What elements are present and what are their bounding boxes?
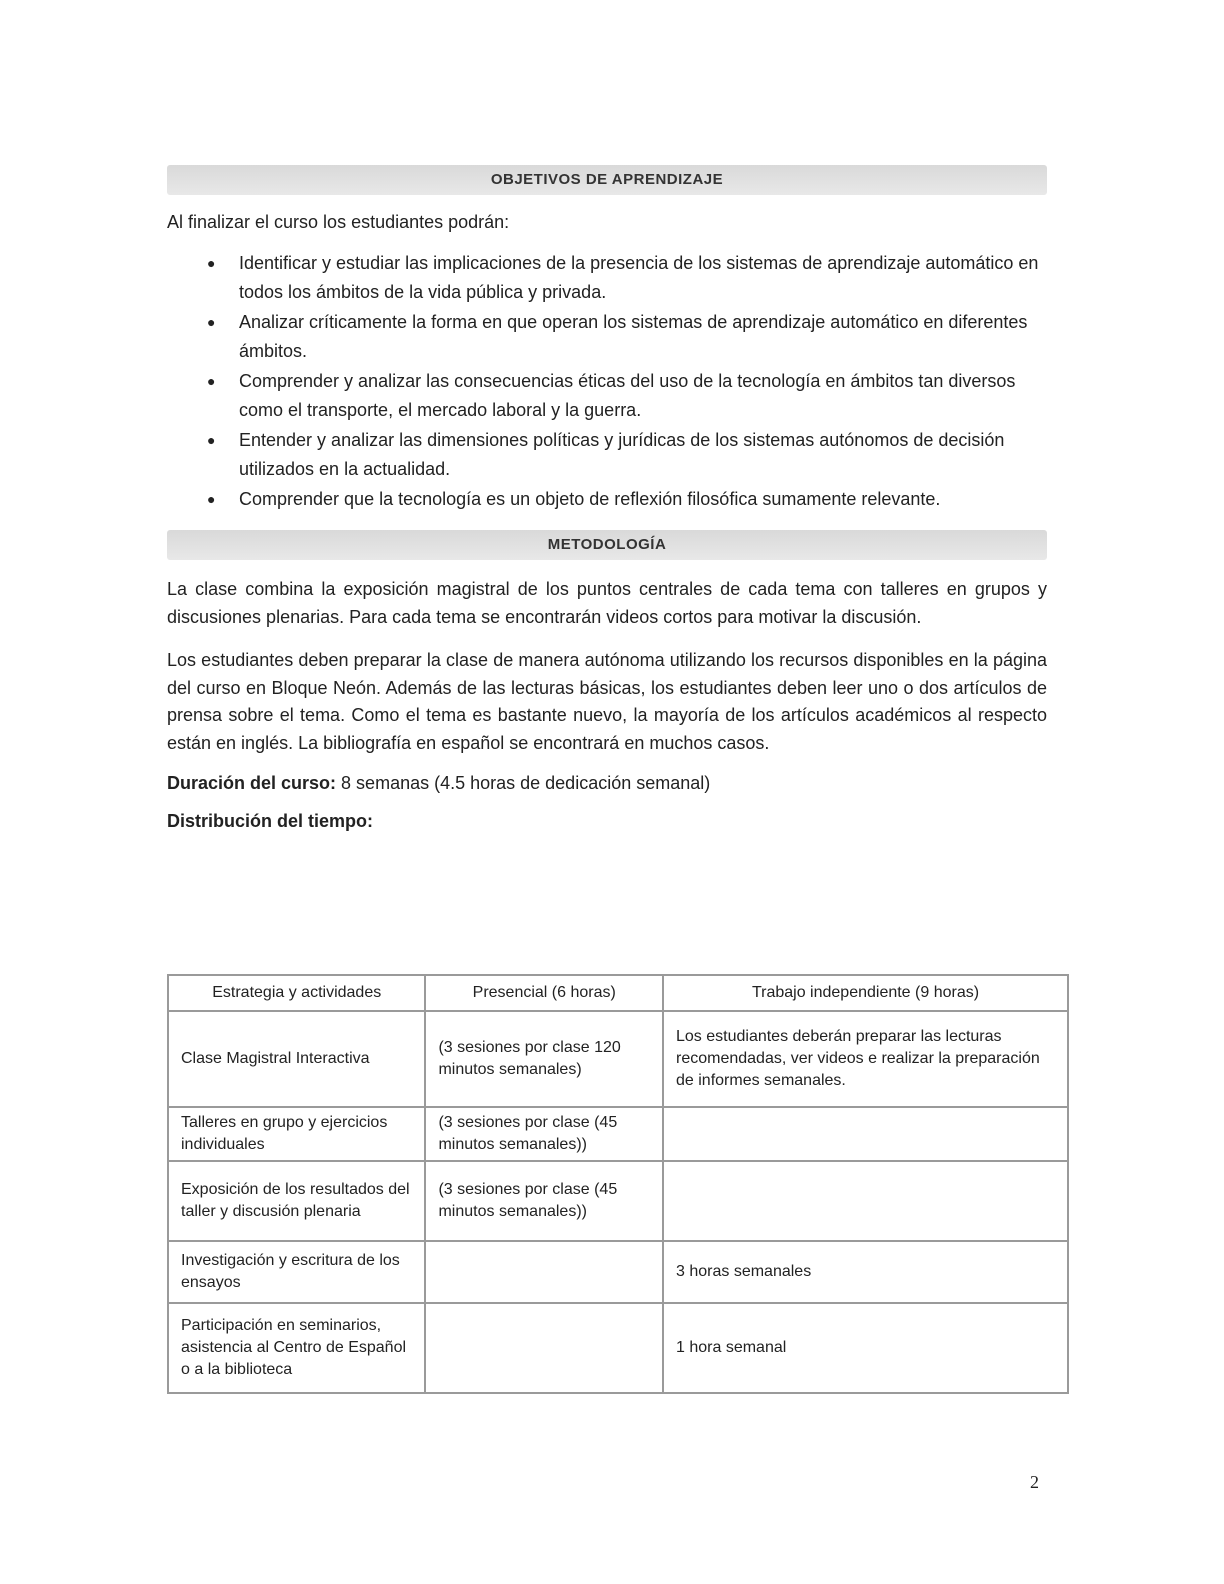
table-cell: Los estudiantes deberán preparar las lecturas recomendadas, ver videos e realizar la preparación de informes semanales.	[663, 1011, 1068, 1107]
bullet-icon: ●	[207, 432, 216, 448]
table-cell	[425, 1303, 663, 1393]
bullet-icon: ●	[207, 491, 216, 507]
objective-item: ● Entender y analizar las dimensiones políticas y jurídicas de los sistemas autónomos de decisión utilizados en la actualidad.	[239, 426, 1047, 484]
objective-item: ● Comprender que la tecnología es un objeto de reflexión filosófica sumamente relevante.	[239, 485, 1047, 514]
table-row	[168, 1241, 1068, 1303]
duration-label: Duración del curso:	[167, 773, 337, 793]
table-cell	[425, 1241, 663, 1303]
table-header-row	[168, 975, 1068, 1011]
duration-line	[167, 771, 1047, 795]
table-cell	[663, 1107, 1068, 1161]
duration-value: 8 semanas (4.5 horas de dedicación semanal)	[341, 773, 711, 793]
table-cell: Investigación y escritura de los ensayos	[168, 1241, 425, 1303]
methodology-paragraph-2: Los estudiantes deben preparar la clase de manera autónoma utilizando los recursos disponibles en la página del curso en Bloque Neón. Además de las lecturas básicas, los estudiantes deben leer uno o dos artículos de prensa sobre el tema. Como el tema es bastante nuevo, la mayoría de los artículos académicos al respecto están en inglés. La bibliografía en español se encontrará en muchos casos.	[167, 650, 1047, 753]
objective-item: ● Identificar y estudiar las implicaciones de la presencia de los sistemas de aprendizaje automático en todos los ámbitos de la vida pública y privada.	[239, 249, 1047, 307]
table-cell: 1 hora semanal	[663, 1303, 1068, 1393]
table-cell: 3 horas semanales	[663, 1241, 1068, 1303]
table-header-cell: Presencial (6 horas)	[425, 975, 663, 1011]
document-page	[167, 165, 1047, 847]
table-row	[168, 1011, 1068, 1107]
table-header-cell: Trabajo independiente (9 horas)	[663, 975, 1068, 1011]
objective-item: ● Comprender y analizar las consecuencias éticas del uso de la tecnología en ámbitos tan diversos como el transporte, el mercado laboral y la guerra.	[239, 367, 1047, 425]
table-cell: Talleres en grupo y ejercicios individuales	[168, 1107, 425, 1161]
methodology-header: METODOLOGÍA	[167, 530, 1047, 560]
bullet-icon: ●	[207, 255, 216, 271]
table-row	[168, 1161, 1068, 1241]
table-header-cell: Estrategia y actividades	[168, 975, 425, 1011]
objectives-list	[167, 249, 1047, 514]
methodology-paragraph-1: La clase combina la exposición magistral de los puntos centrales de cada tema con talleres en grupos y discusiones plenarias. Para cada tema se encontrarán videos cortos para motivar la discusión.	[167, 579, 1047, 627]
table-row	[168, 1107, 1068, 1161]
objectives-intro: Al finalizar el curso los estudiantes podrán:	[167, 212, 510, 232]
bullet-icon: ●	[207, 373, 216, 389]
bullet-icon: ●	[207, 314, 216, 330]
time-distribution-table	[167, 974, 1069, 1394]
distribution-line	[167, 809, 1047, 833]
objective-item: ● Analizar críticamente la forma en que operan los sistemas de aprendizaje automático en diferentes ámbitos.	[239, 308, 1047, 366]
page-number: 2	[1030, 1472, 1039, 1492]
table-cell: Clase Magistral Interactiva	[168, 1011, 425, 1107]
table-row	[168, 1303, 1068, 1393]
table-cell	[663, 1161, 1068, 1241]
distribution-label: Distribución del tiempo:	[167, 811, 374, 831]
objectives-header: OBJETIVOS DE APRENDIZAJE	[167, 165, 1047, 195]
table-cell: (3 sesiones por clase 120 minutos semanales)	[425, 1011, 663, 1107]
table-cell: (3 sesiones por clase (45 minutos semanales))	[425, 1107, 663, 1161]
table-cell: (3 sesiones por clase (45 minutos semanales))	[425, 1161, 663, 1241]
table-cell: Exposición de los resultados del taller y discusión plenaria	[168, 1161, 425, 1241]
table-cell: Participación en seminarios, asistencia al Centro de Español o a la biblioteca	[168, 1303, 425, 1393]
